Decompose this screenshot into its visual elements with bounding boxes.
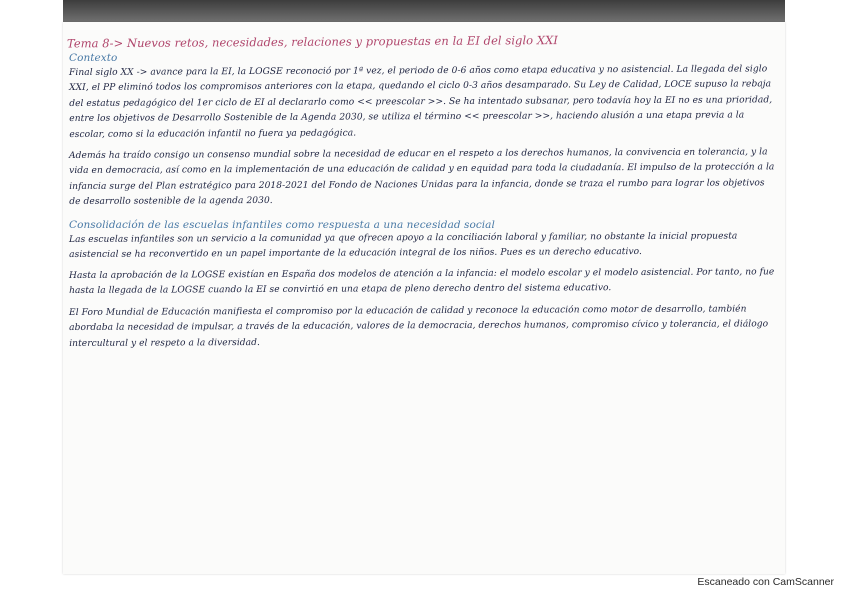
handwritten-notes [66,32,777,359]
paragraph: Final siglo XX -> avance para la EI, la LOGSE reconoció por 1ª vez, el periodo de 0-6 años como etapa educativa y no asistencial. La llegada del siglo XXI, el PP eliminó todos los compromisos anteriores con la etapa, quedando el ciclo 0-3 años desamparado. Su Ley de Calidad, LOCE supuso la rebaja del estatus pedagógico del 1er ciclo de EI al declararlo como << preescolar >>. Se ha intentado subsanar, pero todavía hoy la EI no es una prioridad, entre los objetivos de Desarrollo Sostenible de la Agenda 2030, se utiliza el término << preescolar >>, haciendo alusión a una etapa previa a la escolar, como si la educación infantil no fuera ya pedagógica. [69,64,773,140]
paragraph: Hasta la aprobación de la LOGSE existían en España dos modelos de atención a la infancia: el modelo escolar y el modelo asistencial. Por tanto, no fue hasta la llegada de la LOGSE cuando la EI se convirtió en una etapa de pleno derecho dentro del sistema educativo. [69,267,775,297]
scanner-watermark: Escaneado con CamScanner [697,576,834,588]
page-title: Tema 8-> Nuevos retos, necesidades, relaciones y propuestas en la EI del siglo XXI [66,33,558,51]
paragraph: Además ha traído consigo un consenso mundial sobre la necesidad de educar en el respeto a los derechos humanos, la convivencia en tolerancia, y la vida en democracia, así como en la implementación de una educación de calidad y en equidad para toda la ciudadanía. El impulso de la protección a la infancia surge del Plan estratégico para 2018-2021 del Fondo de Naciones Unidas para la infancia, donde se traza el rumbo para lograr los objetivos de desarrollo sostenible de la agenda 2030. [69,147,775,208]
notebook-sheet [63,22,785,574]
paragraph: Las escuelas infantiles son un servicio a la comunidad ya que ofrecen apoyo a la conciliación laboral y familiar, no obstante la inicial propuesta asistencial se ha reconvertido en un papel importante de la educación integral de los niños. Pues es un derecho educativo. [69,231,738,261]
section-heading-consolidacion: Consolidación de las escuelas infantiles como respuesta a una necesidad social [69,218,495,231]
paragraph: El Foro Mundial de Educación manifiesta el compromiso por la educación de calidad y reconoce la educación como motor de desarrollo, también abordaba la necesidad de impulsar, a través de la educación, valores de la democracia, derechos humanos, compromiso cívico y tolerancia, el diálogo intercultural y el respeto a la diversidad. [69,304,769,350]
section-heading-contexto: Contexto [69,52,118,64]
